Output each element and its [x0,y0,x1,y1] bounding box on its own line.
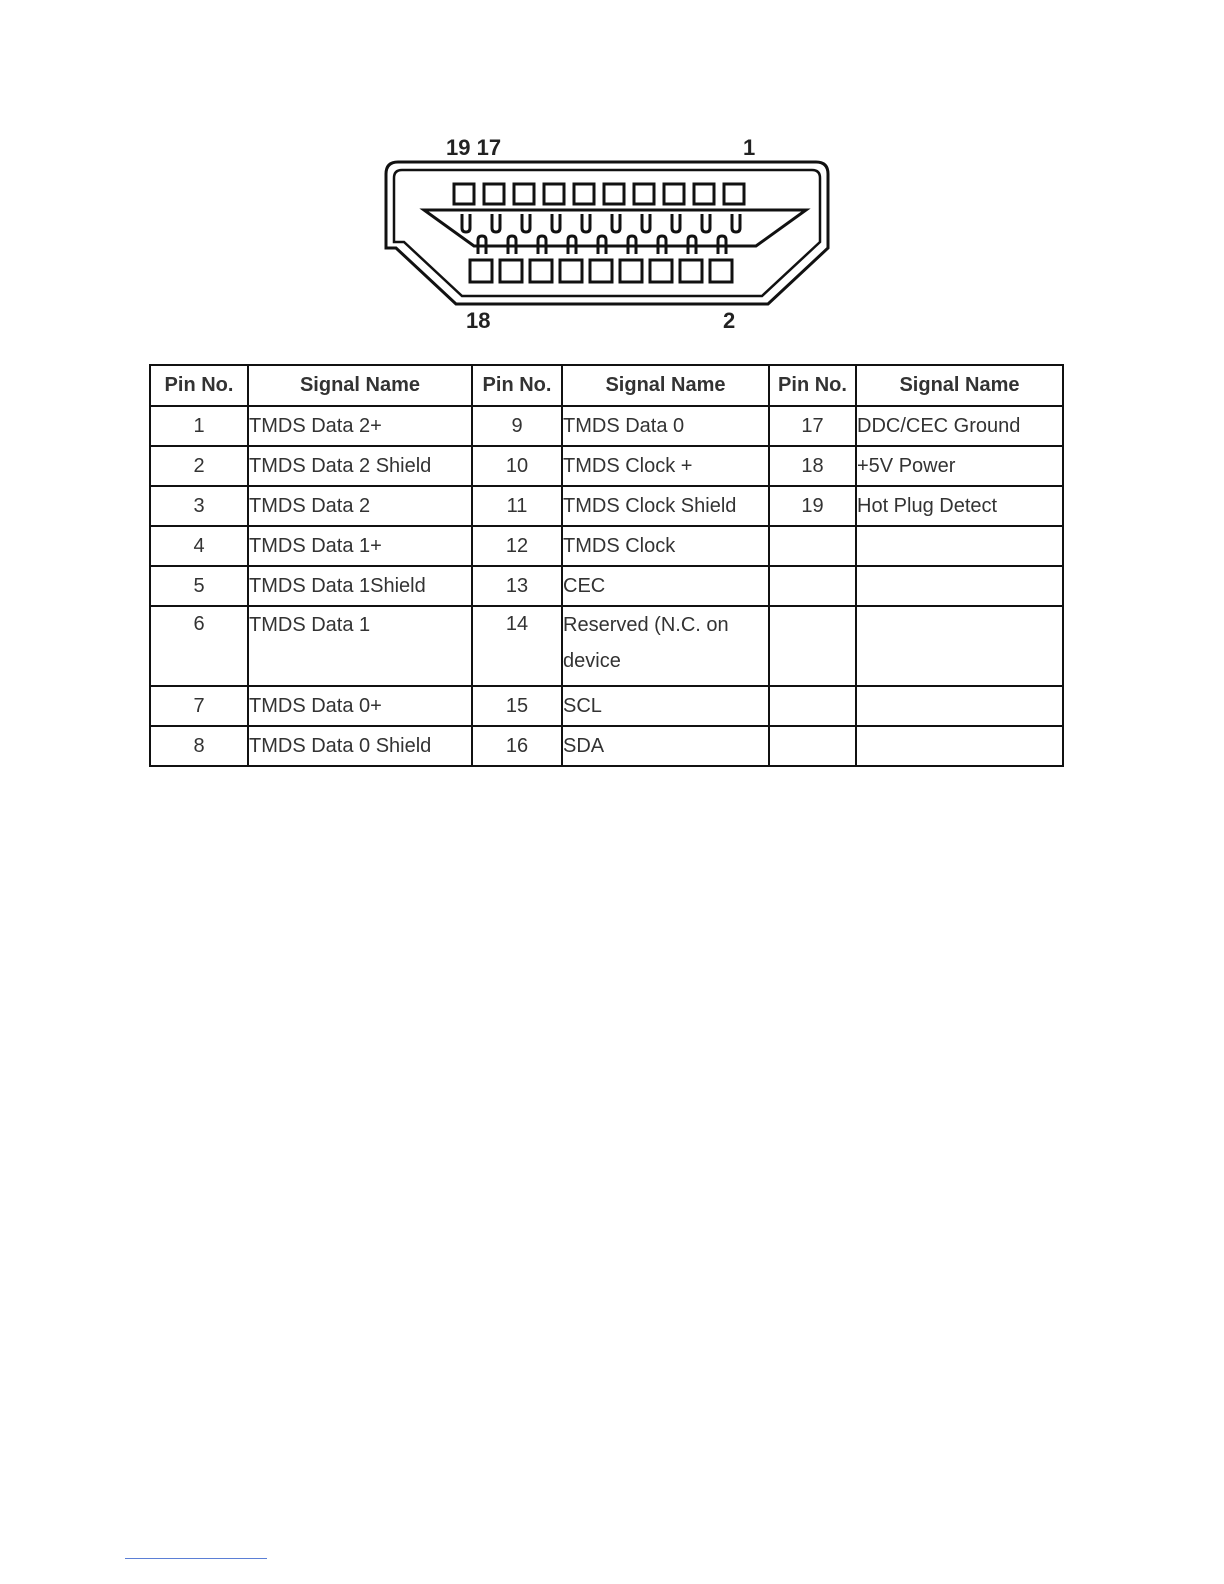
header-signal-name: Signal Name [562,365,769,406]
pin-number: 1 [150,406,248,446]
table-row [150,406,1063,446]
pin-number: 3 [150,486,248,526]
signal-name: TMDS Data 0 [562,406,769,446]
table-header-row [150,365,1063,406]
pin-number: 6 [150,606,248,686]
table-row [150,566,1063,606]
pin-number [769,526,856,566]
pin-number: 8 [150,726,248,766]
signal-name: TMDS Data 2 Shield [248,446,472,486]
signal-name: TMDS Clock [562,526,769,566]
signal-name: TMDS Data 2 [248,486,472,526]
table-row [150,446,1063,486]
pin-label-1: 1 [743,135,756,160]
signal-name: Hot Plug Detect [856,486,1063,526]
table-row [150,726,1063,766]
pin-number: 5 [150,566,248,606]
pin-number [769,726,856,766]
signal-name: TMDS Data 0 Shield [248,726,472,766]
signal-name: SCL [562,686,769,726]
signal-name [856,526,1063,566]
pin-number [769,686,856,726]
signal-name [856,566,1063,606]
pin-number: 12 [472,526,562,566]
header-signal-name: Signal Name [248,365,472,406]
signal-name: TMDS Data 1Shield [248,566,472,606]
bottom-pin-row [470,260,732,282]
header-pin-no: Pin No. [769,365,856,406]
signal-name: TMDS Clock Shield [562,486,769,526]
table-row [150,526,1063,566]
pin-number: 7 [150,686,248,726]
signal-name: CEC [562,566,769,606]
header-pin-no: Pin No. [150,365,248,406]
table-row [150,686,1063,726]
pin-number: 10 [472,446,562,486]
signal-name: TMDS Data 0+ [248,686,472,726]
pin-number: 14 [472,606,562,686]
pin-assignment-table [149,364,1064,767]
signal-name [856,726,1063,766]
signal-name: TMDS Data 1+ [248,526,472,566]
signal-name: TMDS Data 1 [248,606,472,686]
pin-label-2: 2 [723,308,736,333]
signal-name [856,686,1063,726]
signal-name: TMDS Clock + [562,446,769,486]
table-row [150,486,1063,526]
header-pin-no: Pin No. [472,365,562,406]
pin-number: 15 [472,686,562,726]
table-row [150,606,1063,686]
pin-label-19-17: 19 17 [446,135,502,160]
hdmi-connector-diagram [370,128,850,343]
signal-name [856,606,1063,686]
pin-number: 4 [150,526,248,566]
pin-number: 18 [769,446,856,486]
header-signal-name: Signal Name [856,365,1063,406]
top-pin-row [454,184,744,204]
signal-name: Reserved (N.C. on device [562,606,769,686]
pin-label-18: 18 [466,308,491,333]
signal-name: SDA [562,726,769,766]
pin-number: 17 [769,406,856,446]
pin-number [769,566,856,606]
pin-number: 2 [150,446,248,486]
pin-number: 19 [769,486,856,526]
signal-name: TMDS Data 2+ [248,406,472,446]
pin-number [769,606,856,686]
pin-number: 9 [472,406,562,446]
pin-number: 11 [472,486,562,526]
pin-number: 13 [472,566,562,606]
pin-number: 16 [472,726,562,766]
footnote-separator [125,1558,267,1559]
signal-name: +5V Power [856,446,1063,486]
top-contact-row [462,214,740,232]
signal-name: DDC/CEC Ground [856,406,1063,446]
